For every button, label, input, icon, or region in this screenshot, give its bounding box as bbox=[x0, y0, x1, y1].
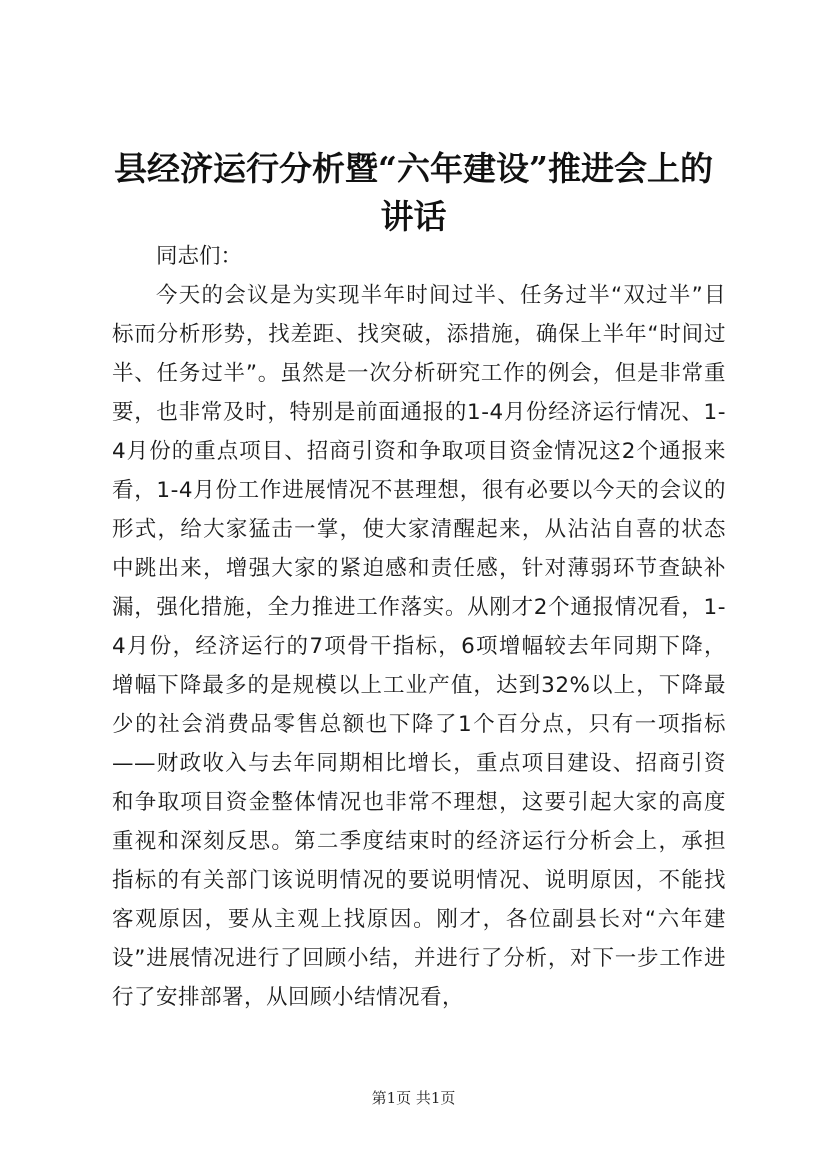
document-title: 县经济运行分析暨“六年建设”推进会上的讲话 bbox=[114, 149, 713, 236]
body-paragraph: 今天的会议是为实现半年时间过半、任务过半“双过半”目标而分析形势，找差距、找突破，添措施，确保上半年“时间过半、任务过半”。虽然是一次分析研究工作的例会，但是非常重要，也非常及时，特别是前面通报的1-4月份经济运行情况、1-4月份的重点项目、招商引资和争取项目资金情况这2个通报来看，1-4月份工作进展情况不甚理想，很有必要以今天的会议的形式，给大家猛击一掌，使大家清醒起来，从沾沾自喜的状态中跳出来，增强大家的紧迫感和责任感，针对薄弱环节查缺补漏，强化措施，全力推进工作落实。从刚才2个通报情况看，1-4月份，经济运行的7项骨干指标，6项增幅较去年同期下降，增幅下降最多的是规模以上工业产值，达到32%以上，下降最少的社会消费品零售总额也下降了1个百分点，只有一项指标——财政收入与去年同期相比增长，重点项目建设、招商引资和争取项目资金整体情况也非常不理想，这要引起大家的高度重视和深刻反思。第二季度结束时的经济运行分析会上，承担指标的有关部门该说明情况的要说明情况、说明原因，不能找客观原因，要从主观上找原因。刚才，各位副县长对“六年建设”进展情况进行了回顾小结，并进行了分析，对下一步工作进行了安排部署，从回顾小结情况看， bbox=[112, 283, 726, 1010]
document-body bbox=[112, 238, 726, 1017]
page-footer: 第1页 共1页 bbox=[371, 1089, 456, 1107]
greeting-line: 同志们： bbox=[156, 244, 243, 269]
